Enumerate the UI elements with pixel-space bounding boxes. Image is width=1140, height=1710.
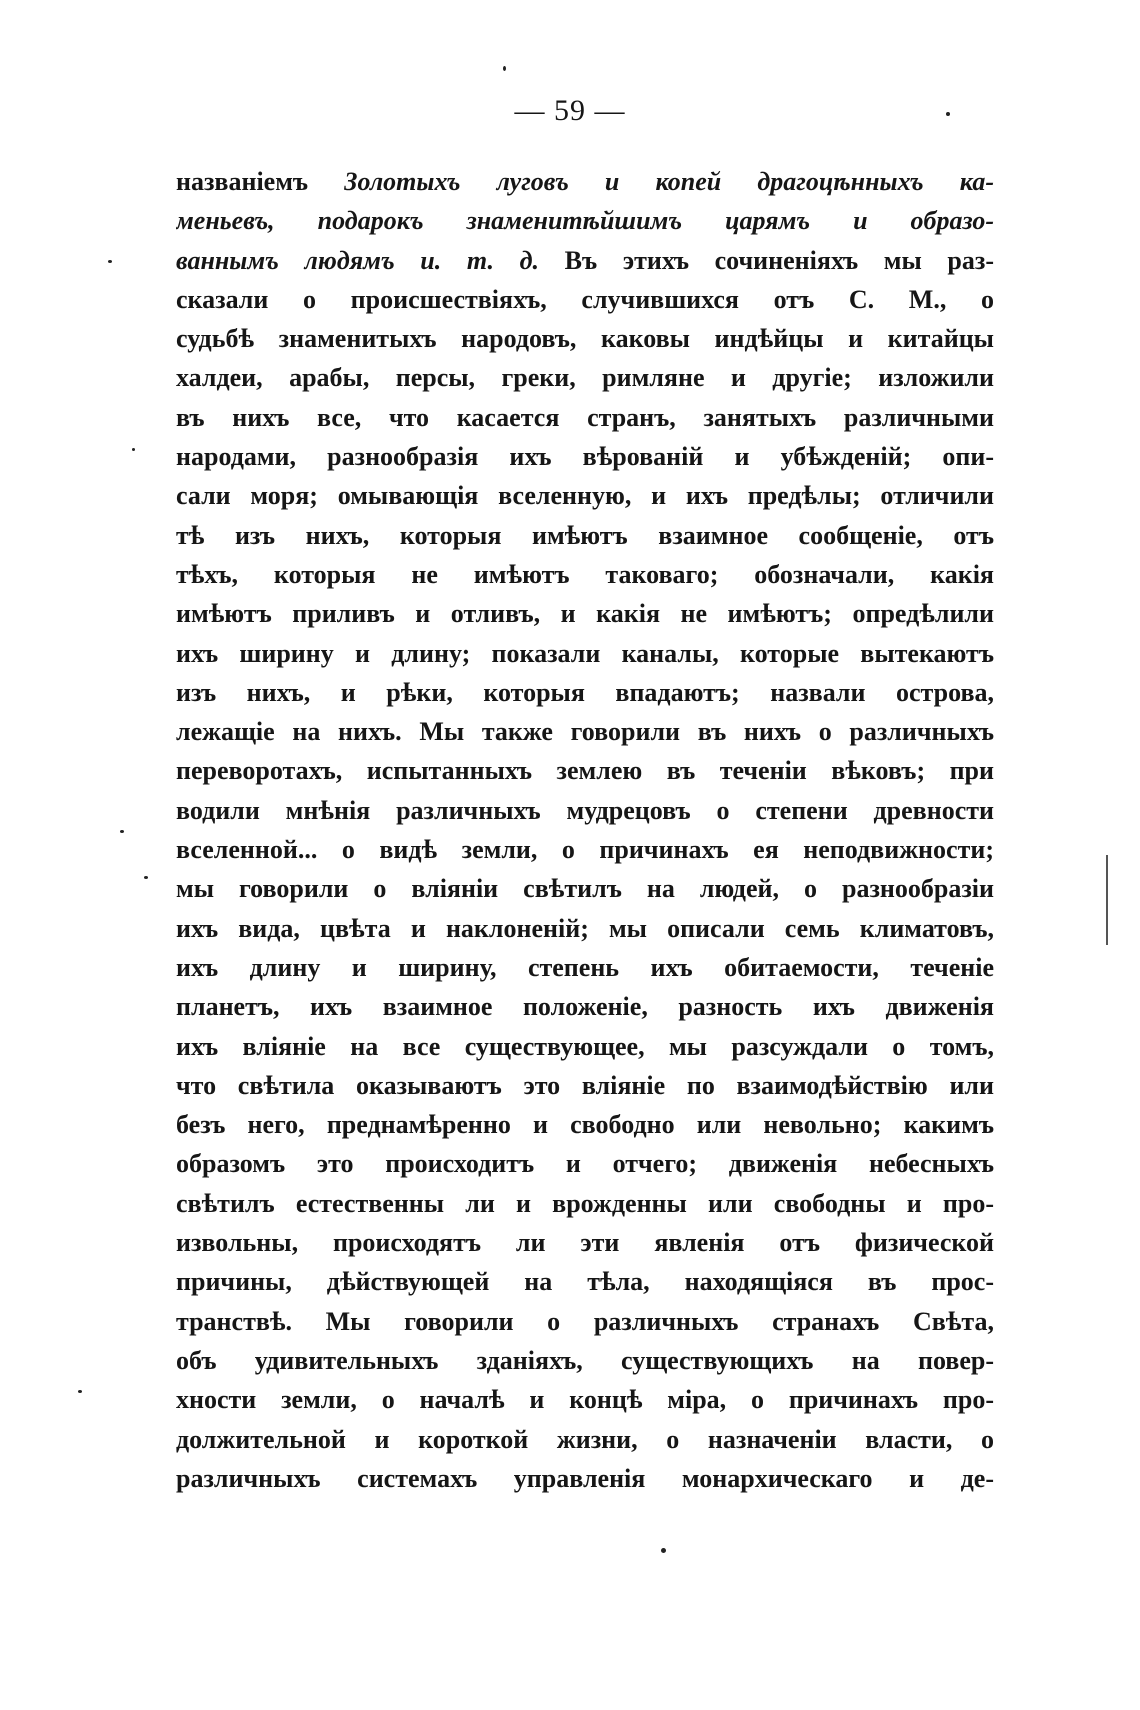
text-line-roman: сказали о происшествіяхъ, случившихся отъ С. М., о — [176, 284, 994, 314]
text-line-roman: переворотахъ, испытанныхъ землею въ теченіи вѣковъ; при — [176, 756, 994, 786]
text-line-roman: извольны, происходятъ ли эти явленія отъ физической — [176, 1228, 994, 1258]
text-line — [176, 1341, 994, 1380]
text-line — [176, 358, 994, 397]
text-line — [176, 1184, 994, 1223]
text-line-roman: транствѣ. Мы говорили о различныхъ странахъ Свѣта, — [176, 1306, 994, 1336]
text-line-roman: различныхъ системахъ управленія монархическаго и де- — [176, 1463, 994, 1493]
text-line-roman: халдеи, арабы, персы, греки, римляне и другіе; изложили — [176, 363, 994, 393]
text-line-roman: должительной и короткой жизни, о назначеніи власти, о — [176, 1424, 994, 1454]
scan-speck — [503, 66, 506, 71]
text-line — [176, 948, 994, 987]
text-line — [176, 869, 994, 908]
text-line-roman: причины, дѣйствующей на тѣла, находящіяся въ прос- — [176, 1267, 994, 1297]
scan-speck — [78, 1390, 82, 1393]
text-line-italic: ваннымъ людямъ и. т. д. — [176, 245, 540, 275]
text-line-roman: мы говорили о вліяніи свѣтилъ на людей, о разнообразіи — [176, 874, 994, 904]
text-line-roman: въ нихъ все, что касается странъ, занятыхъ различными — [176, 402, 994, 432]
text-line — [176, 1302, 994, 1341]
text-line-roman: водили мнѣнія различныхъ мудрецовъ о степени древности — [176, 795, 994, 825]
scan-speck — [108, 260, 112, 263]
text-line-roman: лежащіе на нихъ. Мы также говорили въ нихъ о различныхъ — [176, 717, 994, 747]
text-line — [176, 987, 994, 1026]
text-line — [176, 909, 994, 948]
text-line-roman: безъ него, преднамѣренно и свободно или невольно; какимъ — [176, 1110, 994, 1140]
text-line — [176, 1105, 994, 1144]
text-line — [176, 1066, 994, 1105]
text-line-roman: судьбѣ знаменитыхъ народовъ, каковы индѣйцы и китайцы — [176, 324, 994, 354]
text-line — [176, 751, 994, 790]
text-line-roman: тѣхъ, которыя не имѣютъ таковаго; обозначали, какія — [176, 559, 994, 589]
text-line-roman: изъ нихъ, и рѣки, которыя впадаютъ; назвали острова, — [176, 677, 994, 707]
text-line-roman: образомъ это происходитъ и отчего; движенія небесныхъ — [176, 1149, 994, 1179]
text-line — [176, 1380, 994, 1419]
text-line-italic: Золотыхъ луговъ и копей драгоцѣнныхъ ка- — [344, 167, 994, 196]
text-line — [176, 398, 994, 437]
text-line — [176, 1223, 994, 1262]
text-line-roman: ихъ длину и ширину, степень ихъ обитаемости, теченіе — [176, 952, 994, 982]
scan-speck — [120, 830, 124, 833]
text-line — [176, 712, 994, 751]
scan-speck — [661, 1548, 666, 1553]
text-line — [176, 1262, 994, 1301]
text-line-roman: хности земли, о началѣ и концѣ міра, о причинахъ про- — [176, 1385, 994, 1415]
text-line — [176, 437, 994, 476]
body-text — [176, 162, 994, 1498]
text-line-roman: планетъ, ихъ взаимное положеніе, разность ихъ движенія — [176, 992, 994, 1022]
text-line-roman: сали моря; омывающія вселенную, и ихъ предѣлы; отличили — [176, 481, 994, 511]
text-line — [176, 555, 994, 594]
text-line-roman: названіемъ — [176, 167, 345, 196]
scan-margin-mark — [1106, 855, 1108, 945]
text-line — [176, 1027, 994, 1066]
text-line-roman: объ удивительныхъ зданіяхъ, существующихъ на повер- — [176, 1345, 994, 1375]
text-line-roman: ихъ вліяніе на все существующее, мы разсуждали о томъ, — [176, 1031, 994, 1061]
text-line-roman: ихъ ширину и длину; показали каналы, которые вытекаютъ — [176, 638, 994, 668]
text-line — [176, 594, 994, 633]
page-number: — 59 — — [514, 94, 626, 127]
text-line — [176, 791, 994, 830]
text-line-roman: вселенной... о видѣ земли, о причинахъ ея неподвижности; — [176, 835, 994, 865]
text-line — [176, 201, 994, 240]
text-line-roman: имѣютъ приливъ и отливъ, и какія не имѣютъ; опредѣлили — [176, 599, 994, 629]
text-line-italic: меньевъ, подарокъ знаменитѣйшимъ царямъ и образо- — [176, 206, 994, 236]
text-line-roman: ихъ вида, цвѣта и наклоненій; мы описали семь климатовъ, — [176, 913, 994, 943]
scan-speck — [946, 112, 950, 116]
text-line — [176, 1144, 994, 1183]
text-line-roman: тѣ изъ нихъ, которыя имѣютъ взаимное сообщеніе, отъ — [176, 520, 994, 550]
text-line — [176, 1459, 994, 1498]
text-line — [176, 319, 994, 358]
scan-speck — [132, 448, 135, 451]
text-line-roman: народами, разнообразія ихъ вѣрованій и убѣжденій; опи- — [176, 442, 994, 472]
text-line — [176, 241, 994, 280]
text-line-roman: свѣтилъ естественны ли и врожденны или свободны и про- — [176, 1188, 994, 1218]
text-line-roman: Въ этихъ сочиненіяхъ мы раз- — [539, 245, 994, 275]
text-line — [176, 280, 994, 319]
text-line — [176, 634, 994, 673]
text-line-roman: что свѣтила оказываютъ это вліяніе по взаимодѣйствію или — [176, 1070, 994, 1100]
text-line — [176, 162, 994, 201]
scan-speck — [144, 876, 148, 879]
text-line — [176, 673, 994, 712]
text-line — [176, 516, 994, 555]
text-line — [176, 1420, 994, 1459]
text-line — [176, 476, 994, 515]
text-line — [176, 830, 994, 869]
